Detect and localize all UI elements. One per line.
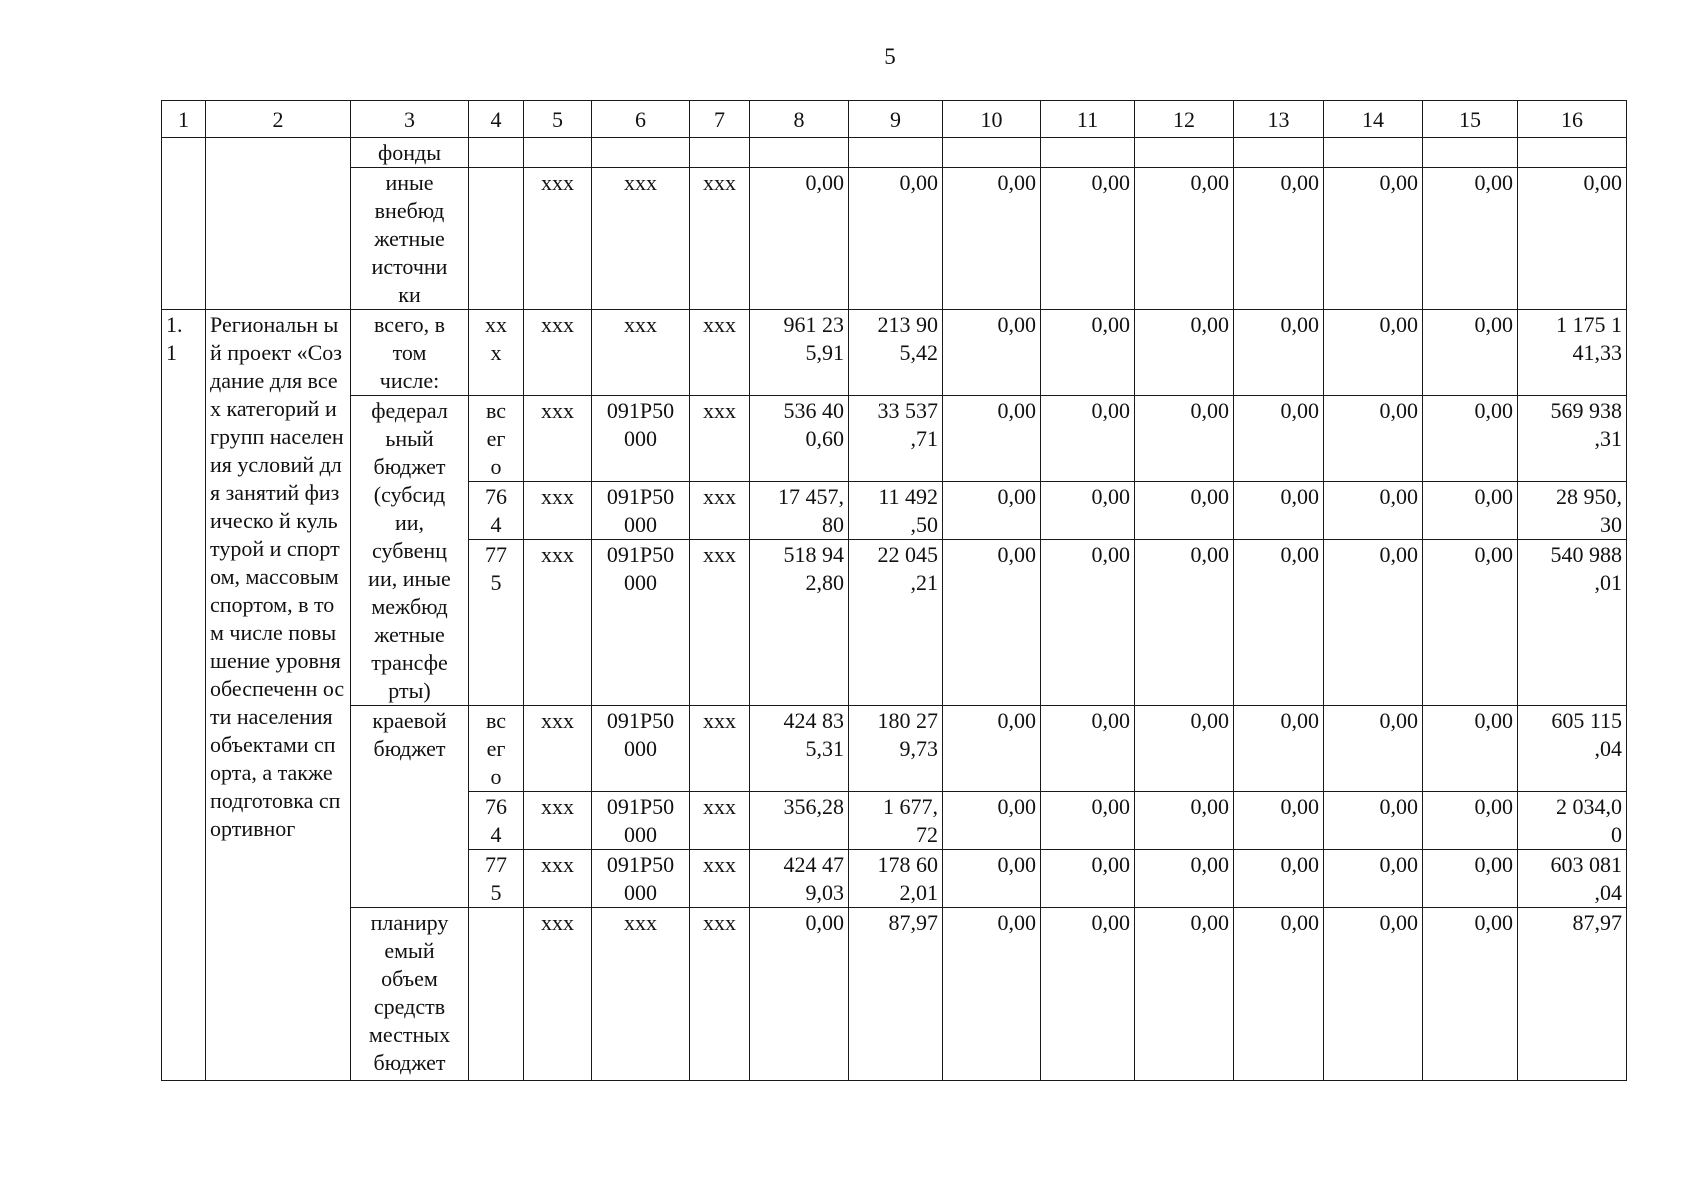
cell: ххх (524, 792, 592, 850)
cell: 76 4 (469, 482, 524, 540)
value-cell: 17 457, 80 (750, 482, 849, 540)
cell: ххх (592, 168, 690, 310)
value-cell: 0,00 (1324, 792, 1423, 850)
value-cell: 356,28 (750, 792, 849, 850)
value-cell: 0,00 (1423, 396, 1518, 482)
value-cell: 0,00 (750, 908, 849, 1081)
value-cell: 0,00 (1423, 482, 1518, 540)
table-row (162, 168, 1627, 310)
value-cell: 0,00 (1041, 850, 1135, 908)
cell: ххх (690, 310, 750, 396)
source-cell: всего, в том числе: (351, 310, 469, 396)
cell: 091Р50 000 (592, 540, 690, 706)
value-cell: 0,00 (1234, 850, 1324, 908)
value-cell: 22 045 ,21 (849, 540, 943, 706)
value-cell: 0,00 (1041, 908, 1135, 1081)
cell: ххх (690, 706, 750, 792)
value-cell: 0,00 (1135, 168, 1234, 310)
value-cell: 424 83 5,31 (750, 706, 849, 792)
source-cell: фонды (351, 138, 469, 168)
value-cell: 424 47 9,03 (750, 850, 849, 908)
cell (1041, 138, 1135, 168)
value-cell: 0,00 (1234, 540, 1324, 706)
cell: 091Р50 000 (592, 792, 690, 850)
cell (849, 138, 943, 168)
cell (1324, 138, 1423, 168)
value-cell: 0,00 (1041, 482, 1135, 540)
cell (524, 138, 592, 168)
value-cell: 0,00 (943, 482, 1041, 540)
cell: ххх (690, 396, 750, 482)
source-cell: краевой бюджет (351, 706, 469, 908)
cell: ххх (690, 168, 750, 310)
cell (592, 138, 690, 168)
value-cell: 1 175 1 41,33 (1518, 310, 1627, 396)
header-cell: 6 (592, 101, 690, 138)
cell: ххх (524, 706, 592, 792)
cell (469, 908, 524, 1081)
cell: хх х (469, 310, 524, 396)
table-row (162, 396, 1627, 482)
value-cell: 0,00 (750, 168, 849, 310)
cell: ххх (524, 168, 592, 310)
value-cell: 569 938 ,31 (1518, 396, 1627, 482)
value-cell: 87,97 (849, 908, 943, 1081)
header-cell: 15 (1423, 101, 1518, 138)
value-cell: 33 537 ,71 (849, 396, 943, 482)
value-cell: 0,00 (1135, 482, 1234, 540)
header-cell: 4 (469, 101, 524, 138)
value-cell: 11 492 ,50 (849, 482, 943, 540)
cell: ххх (524, 850, 592, 908)
value-cell: 178 60 2,01 (849, 850, 943, 908)
value-cell: 0,00 (1234, 706, 1324, 792)
value-cell: 0,00 (1041, 396, 1135, 482)
value-cell: 0,00 (849, 168, 943, 310)
value-cell: 0,00 (943, 850, 1041, 908)
cell: ххх (690, 540, 750, 706)
value-cell: 605 115 ,04 (1518, 706, 1627, 792)
table-row (162, 310, 1627, 396)
cell: ххх (524, 540, 592, 706)
cell (750, 138, 849, 168)
header-cell: 2 (206, 101, 351, 138)
value-cell: 0,00 (1041, 792, 1135, 850)
source-cell: федерал ьный бюджет (субсид ии, субвенц ии, иные межбюд жетные трансфе рты) (351, 396, 469, 706)
row-number: 1. 1 (162, 310, 206, 1081)
value-cell: 540 988 ,01 (1518, 540, 1627, 706)
cell (206, 138, 351, 310)
header-cell: 16 (1518, 101, 1627, 138)
cell: ххх (524, 482, 592, 540)
cell (1135, 138, 1234, 168)
cell (943, 138, 1041, 168)
header-cell: 3 (351, 101, 469, 138)
cell (1423, 138, 1518, 168)
header-cell: 1 (162, 101, 206, 138)
value-cell: 0,00 (1041, 706, 1135, 792)
cell: 091Р50 000 (592, 396, 690, 482)
header-cell: 5 (524, 101, 592, 138)
value-cell: 0,00 (1234, 908, 1324, 1081)
cell: вс ег о (469, 706, 524, 792)
value-cell: 0,00 (1234, 482, 1324, 540)
header-cell: 14 (1324, 101, 1423, 138)
value-cell: 0,00 (943, 168, 1041, 310)
cell: ххх (690, 792, 750, 850)
value-cell: 0,00 (1135, 908, 1234, 1081)
cell (690, 138, 750, 168)
value-cell: 0,00 (1135, 310, 1234, 396)
value-cell: 0,00 (1135, 540, 1234, 706)
cell: 091Р50 000 (592, 850, 690, 908)
header-cell: 11 (1041, 101, 1135, 138)
table-row (162, 138, 1627, 168)
value-cell: 0,00 (943, 396, 1041, 482)
value-cell: 0,00 (1423, 850, 1518, 908)
cell: 76 4 (469, 792, 524, 850)
value-cell: 0,00 (1324, 396, 1423, 482)
value-cell: 536 40 0,60 (750, 396, 849, 482)
cell (1234, 138, 1324, 168)
value-cell: 0,00 (943, 908, 1041, 1081)
source-cell: планиру емый объем средств местных бюджет (351, 908, 469, 1081)
value-cell: 1 677, 72 (849, 792, 943, 850)
value-cell: 0,00 (1423, 908, 1518, 1081)
value-cell: 0,00 (943, 540, 1041, 706)
value-cell: 0,00 (1135, 792, 1234, 850)
header-cell: 10 (943, 101, 1041, 138)
value-cell: 0,00 (1234, 310, 1324, 396)
cell: ххх (524, 310, 592, 396)
value-cell: 0,00 (1234, 396, 1324, 482)
value-cell: 0,00 (1234, 792, 1324, 850)
value-cell: 0,00 (1041, 168, 1135, 310)
value-cell: 0,00 (1041, 310, 1135, 396)
header-cell: 12 (1135, 101, 1234, 138)
value-cell: 0,00 (1324, 540, 1423, 706)
value-cell: 0,00 (1135, 850, 1234, 908)
cell: ххх (592, 908, 690, 1081)
value-cell: 180 27 9,73 (849, 706, 943, 792)
value-cell: 0,00 (943, 792, 1041, 850)
value-cell: 603 081 ,04 (1518, 850, 1627, 908)
cell: 091Р50 000 (592, 482, 690, 540)
value-cell: 0,00 (1324, 908, 1423, 1081)
cell (162, 138, 206, 310)
source-cell: иные внебюд жетные источни ки (351, 168, 469, 310)
cell (469, 138, 524, 168)
cell: ххх (690, 850, 750, 908)
header-cell: 9 (849, 101, 943, 138)
value-cell: 0,00 (1135, 396, 1234, 482)
cell: 091Р50 000 (592, 706, 690, 792)
cell: ххх (524, 396, 592, 482)
value-cell: 518 94 2,80 (750, 540, 849, 706)
header-row (162, 101, 1627, 138)
value-cell: 0,00 (1423, 540, 1518, 706)
cell: ххх (690, 482, 750, 540)
value-cell: 213 90 5,42 (849, 310, 943, 396)
value-cell: 0,00 (1423, 792, 1518, 850)
header-cell: 8 (750, 101, 849, 138)
project-name: Региональн ый проект «Создание для всех категорий и групп населения условий для занятий физическо й культурой и спортом, массовым спортом, в том числе повышение уровня обеспеченн ости населения объектами спорта, а также подготовка спортивног (206, 310, 351, 1081)
cell (1518, 138, 1627, 168)
value-cell: 961 23 5,91 (750, 310, 849, 396)
value-cell: 0,00 (943, 310, 1041, 396)
value-cell: 0,00 (1423, 706, 1518, 792)
table-row (162, 706, 1627, 792)
value-cell: 0,00 (1324, 482, 1423, 540)
value-cell: 0,00 (1324, 706, 1423, 792)
cell: 77 5 (469, 850, 524, 908)
value-cell: 0,00 (1518, 168, 1627, 310)
value-cell: 2 034,0 0 (1518, 792, 1627, 850)
value-cell: 28 950, 30 (1518, 482, 1627, 540)
cell: ххх (690, 908, 750, 1081)
budget-table (161, 100, 1627, 1081)
value-cell: 0,00 (1423, 168, 1518, 310)
value-cell: 0,00 (1423, 310, 1518, 396)
value-cell: 0,00 (1041, 540, 1135, 706)
cell: ххх (524, 908, 592, 1081)
cell (469, 168, 524, 310)
value-cell: 0,00 (943, 706, 1041, 792)
cell: вс ег о (469, 396, 524, 482)
value-cell: 0,00 (1234, 168, 1324, 310)
header-cell: 13 (1234, 101, 1324, 138)
page-number: 5 (884, 44, 896, 69)
cell: 77 5 (469, 540, 524, 706)
table-row (162, 908, 1627, 1081)
header-cell: 7 (690, 101, 750, 138)
value-cell: 0,00 (1135, 706, 1234, 792)
value-cell: 87,97 (1518, 908, 1627, 1081)
value-cell: 0,00 (1324, 850, 1423, 908)
value-cell: 0,00 (1324, 168, 1423, 310)
cell: ххх (592, 310, 690, 396)
value-cell: 0,00 (1324, 310, 1423, 396)
